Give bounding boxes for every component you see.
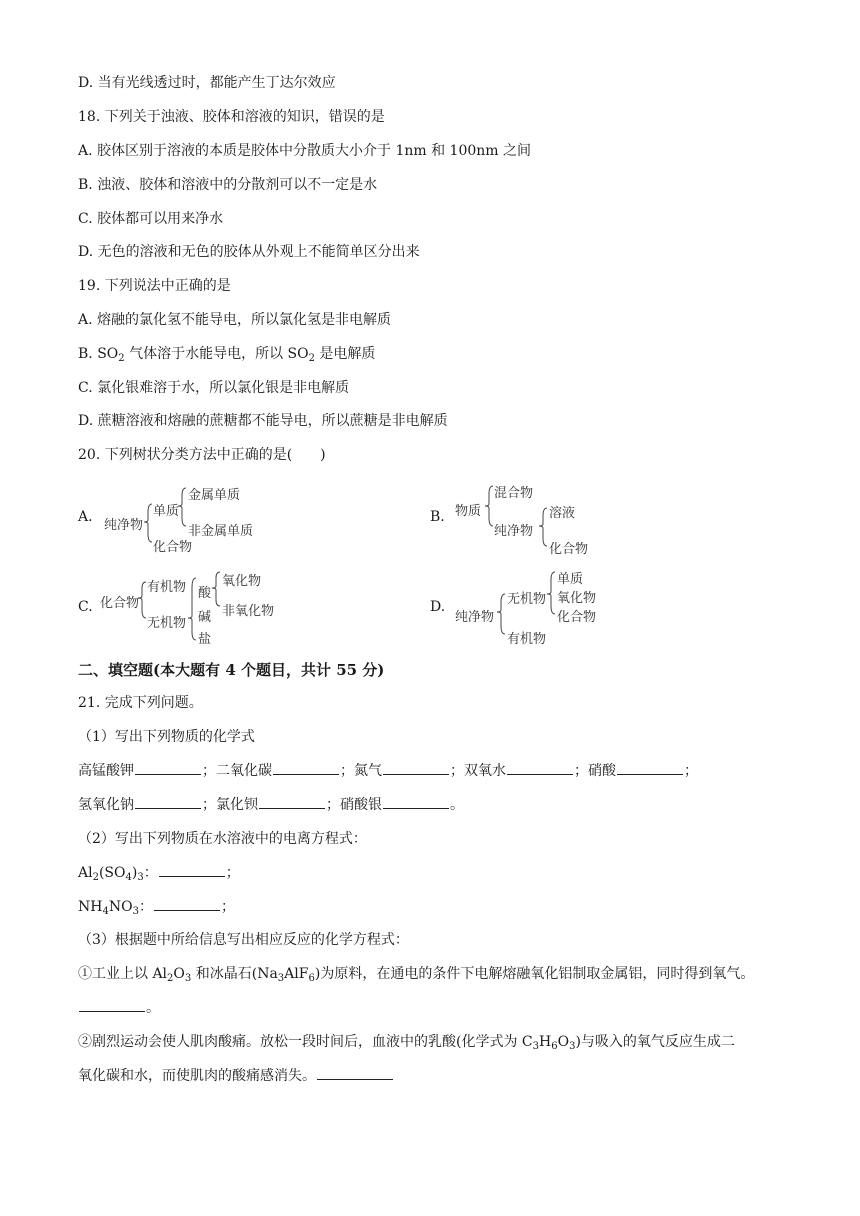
q19-stem: 19. 下列说法中正确的是 bbox=[78, 278, 231, 294]
tree-c-c3: 盐 bbox=[198, 632, 212, 647]
tree-c-c2: 碱 bbox=[198, 610, 212, 625]
q19-option-d: D. 蔗糖溶液和熔融的蔗糖都不能导电，所以蔗糖是非电解质 bbox=[78, 413, 448, 429]
q18-option-a: A. 胶体区别于溶液的本质是胶体中分散质大小介于 1nm 和 100nm 之间 bbox=[78, 143, 532, 159]
tree-d-c2: 氧化物 bbox=[557, 591, 597, 606]
tree-a-b1: 单质 bbox=[153, 504, 180, 519]
section-title: 二、填空题(本大题有 4 个题目，共计 55 分) bbox=[78, 661, 385, 679]
q19-option-c: C. 氯化银难溶于水，所以氯化银是非电解质 bbox=[78, 380, 350, 396]
q20-option-d-label: D. bbox=[430, 599, 446, 615]
answer-blank[interactable] bbox=[507, 762, 573, 775]
q20-option-c-label: C. bbox=[78, 599, 93, 615]
tree-b-b1: 混合物 bbox=[494, 486, 534, 501]
q21-part3: （3）根据题中所给信息写出相应反应的化学方程式： bbox=[78, 932, 409, 948]
tree-diagram-a bbox=[104, 482, 264, 554]
q21-reaction-1-answer: 。 bbox=[78, 999, 160, 1017]
tree-d-b2: 有机物 bbox=[507, 632, 547, 647]
answer-blank[interactable] bbox=[135, 762, 201, 775]
tree-d-root: 纯净物 bbox=[455, 610, 495, 625]
q21-part2: （2）写出下列物质在水溶液中的电离方程式： bbox=[78, 831, 367, 847]
tree-a-b2: 化合物 bbox=[153, 540, 193, 555]
tree-d-c3: 化合物 bbox=[557, 610, 597, 625]
answer-blank[interactable] bbox=[79, 999, 145, 1012]
answer-blank[interactable] bbox=[154, 898, 220, 911]
answer-blank[interactable] bbox=[383, 762, 449, 775]
q19-option-a: A. 熔融的氯化氢不能导电，所以氯化氢是非电解质 bbox=[78, 312, 392, 328]
q18-option-d: D. 无色的溶液和无色的胶体从外观上不能简单区分出来 bbox=[78, 244, 420, 260]
q20-option-a-label: A. bbox=[78, 509, 93, 525]
q21-reaction-2: ②剧烈运动会使人肌肉酸痛。放松一段时间后，血液中的乳酸(化学式为 $C_3H_6O_3$)与吸入的氧气反应生成二 bbox=[78, 1034, 735, 1052]
q21-equation-2: $NH_4NO_3$： ； bbox=[78, 899, 235, 917]
tree-b-b2a: 溶液 bbox=[549, 506, 576, 521]
tree-c-b2: 无机物 bbox=[147, 616, 187, 631]
tree-c-d2: 非氧化物 bbox=[222, 604, 275, 619]
q21-stem: 21. 完成下列问题。 bbox=[78, 695, 203, 711]
answer-blank[interactable] bbox=[273, 762, 339, 775]
tree-b-b2b: 化合物 bbox=[549, 542, 589, 557]
q17-option-d: D. 当有光线透过时，都能产生丁达尔效应 bbox=[78, 75, 336, 91]
tree-diagram-d bbox=[455, 566, 615, 646]
answer-blank[interactable] bbox=[135, 796, 201, 809]
q21-part1: （1）写出下列物质的化学式 bbox=[78, 729, 255, 745]
tree-b-b2: 纯净物 bbox=[494, 524, 534, 539]
answer-blank[interactable] bbox=[383, 796, 449, 809]
q21-reaction-1: ①工业上以 $Al_2O_3$ 和冰晶石$(Na_3AlF_6)$为原料，在通电的条件下电解熔融氧化铝制取金属铝，同时得到氧气。 bbox=[78, 966, 755, 984]
q18-option-c: C. 胶体都可以用来净水 bbox=[78, 211, 224, 227]
answer-blank[interactable] bbox=[159, 864, 225, 877]
q18-option-b: B. 浊液、胶体和溶液中的分散剂可以不一定是水 bbox=[78, 177, 378, 193]
q21-reaction-2-cont: 氧化碳和水，而使肌肉的酸痛感消失。 bbox=[78, 1067, 394, 1085]
answer-blank[interactable] bbox=[617, 762, 683, 775]
q20-stem: 20. 下列树状分类方法中正确的是( ) bbox=[78, 447, 326, 463]
tree-a-b1a: 金属单质 bbox=[188, 488, 241, 503]
q20-option-b-label: B. bbox=[430, 509, 445, 525]
tree-d-b1: 无机物 bbox=[507, 592, 547, 607]
tree-c-root: 化合物 bbox=[100, 596, 140, 611]
q19-option-b: B. $SO_2$ 气体溶于水能导电，所以 $SO_2$ 是电解质 bbox=[78, 346, 376, 364]
tree-diagram-c bbox=[100, 570, 280, 646]
answer-blank[interactable] bbox=[259, 796, 325, 809]
tree-c-b1: 有机物 bbox=[147, 580, 187, 595]
tree-diagram-b bbox=[455, 480, 615, 556]
tree-a-b1b: 非金属单质 bbox=[188, 524, 254, 539]
answer-blank[interactable] bbox=[317, 1067, 393, 1080]
tree-c-c1: 酸 bbox=[198, 586, 212, 601]
q21-equation-1: $Al_2(SO_4)_3$： ； bbox=[78, 865, 240, 883]
tree-a-root: 纯净物 bbox=[104, 518, 144, 533]
q21-formula-row-1: 高锰酸钾 ；二氧化碳 ；氮气 ；双氧水 ；硝酸 ； bbox=[78, 763, 698, 779]
tree-c-d1: 氧化物 bbox=[222, 574, 262, 589]
tree-d-c1: 单质 bbox=[557, 572, 584, 587]
tree-b-root: 物质 bbox=[455, 504, 482, 519]
q18-stem: 18. 下列关于浊液、胶体和溶液的知识，错误的是 bbox=[78, 109, 385, 125]
q21-formula-row-2: 氢氧化钠 ；氯化钡 ；硝酸银 。 bbox=[78, 797, 464, 813]
